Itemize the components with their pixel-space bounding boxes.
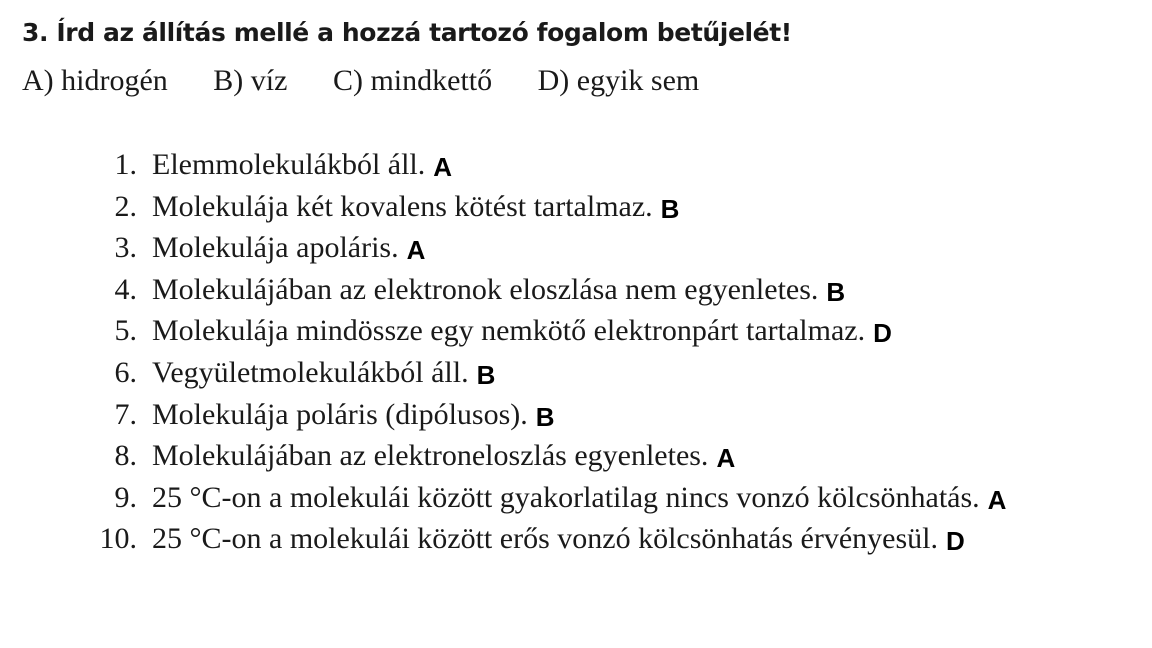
handwritten-answer: B xyxy=(476,359,496,390)
statement-text: 25 °C-on a molekulái között erős vonzó kölcsönhatás érvényesül. xyxy=(152,522,938,556)
task-title: 3. Írd az állítás mellé a hozzá tartozó fogalom betűjelét! xyxy=(22,18,792,47)
handwritten-answer: A xyxy=(716,443,736,474)
statement-item xyxy=(0,354,1152,396)
option-b: B) víz xyxy=(213,64,288,97)
statement-number: 8. xyxy=(114,439,137,473)
statement-number: 10. xyxy=(99,522,137,556)
statement-item xyxy=(0,520,1152,562)
statement-item xyxy=(0,188,1152,230)
statement-item xyxy=(0,479,1152,521)
statement-number: 7. xyxy=(114,397,137,431)
statement-text: Molekulája mindössze egy nemkötő elektronpárt tartalmaz. xyxy=(152,314,866,348)
statement-number: 9. xyxy=(114,480,137,514)
handwritten-answer: D xyxy=(945,526,965,557)
statement-item xyxy=(0,229,1152,271)
handwritten-answer: D xyxy=(873,318,892,349)
statement-item xyxy=(0,271,1152,313)
statement-number: 5. xyxy=(114,314,137,348)
handwritten-answer: A xyxy=(433,152,453,182)
answer-options xyxy=(22,64,737,98)
statement-text: Molekulája poláris (dipólusos). xyxy=(152,397,528,431)
statement-text: Elemmolekulákból áll. xyxy=(152,148,426,181)
handwritten-answer: B xyxy=(535,401,555,432)
statement-text: Molekulája apoláris. xyxy=(152,231,399,265)
statement-text: Molekulájában az elektroneloszlás egyenletes. xyxy=(152,439,709,473)
option-d: D) egyik sem xyxy=(537,64,700,97)
statement-text: Molekulája két kovalens kötést tartalmaz. xyxy=(152,189,653,223)
statement-number: 6. xyxy=(114,355,137,389)
statement-number: 4. xyxy=(114,272,137,306)
statement-number: 2. xyxy=(114,189,137,223)
handwritten-answer: B xyxy=(660,193,680,224)
statement-list xyxy=(0,146,1152,562)
statement-item xyxy=(0,396,1152,438)
handwritten-answer: A xyxy=(406,235,426,266)
option-a: A) hidrogén xyxy=(22,64,168,97)
statement-text: 25 °C-on a molekulái között gyakorlatilag nincs vonzó kölcsönhatás. xyxy=(152,480,980,514)
statement-item xyxy=(0,437,1152,479)
statement-text: Vegyületmolekulákból áll. xyxy=(152,355,469,389)
statement-number: 3. xyxy=(114,231,137,265)
statement-number: 1. xyxy=(114,148,137,181)
handwritten-answer: B xyxy=(826,276,846,307)
statement-item xyxy=(0,312,1152,354)
handwritten-answer: A xyxy=(987,484,1007,515)
option-c: C) mindkettő xyxy=(332,64,493,97)
statement-item xyxy=(0,146,1152,188)
statement-text: Molekulájában az elektronok eloszlása nem egyenletes. xyxy=(152,272,819,306)
